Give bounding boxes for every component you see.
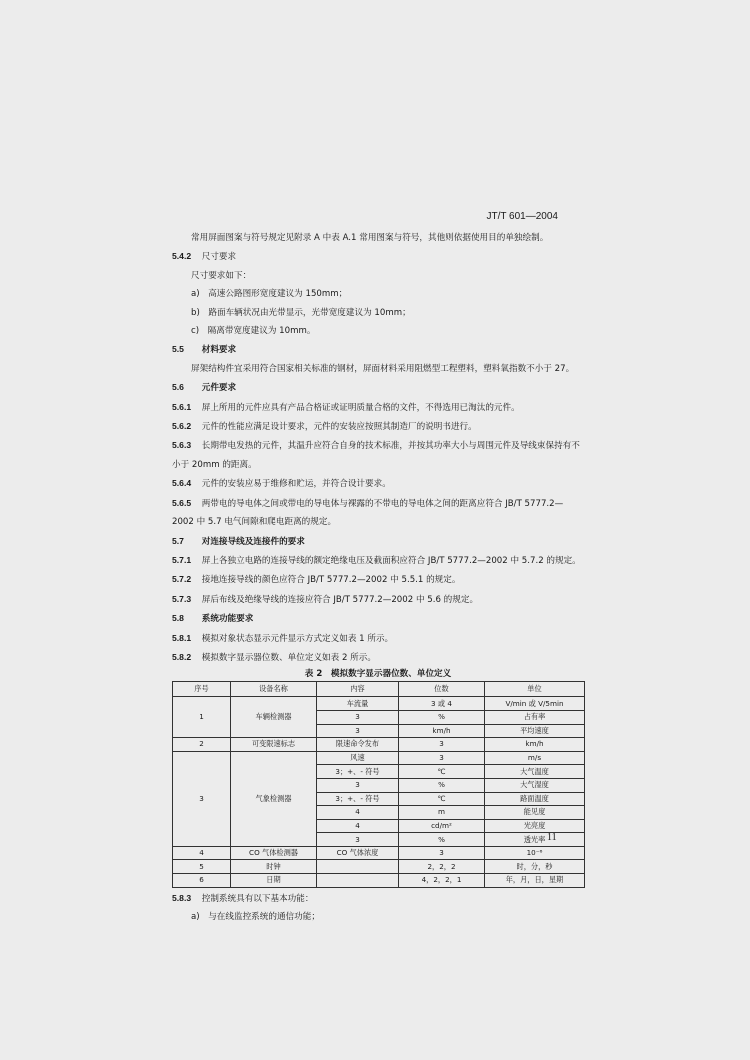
table-row	[173, 738, 585, 752]
unit-definition-table	[172, 681, 585, 887]
table-cell: 5	[173, 860, 231, 874]
table-cell: 3；+、- 符号	[317, 792, 399, 806]
table-cell: 气象检测器	[231, 751, 317, 846]
table-cell: CO 气体浓度	[317, 846, 399, 860]
table-cell: 10⁻⁶	[485, 846, 585, 860]
table-cell: 3	[399, 738, 485, 752]
table-cell: 限速命令发布	[317, 738, 399, 752]
table-cell: 4	[173, 846, 231, 860]
table-cell: 4，2，2，1	[399, 874, 485, 888]
table-cell: km/h	[485, 738, 585, 752]
table-row	[173, 860, 585, 874]
table-header-row	[173, 682, 585, 697]
table-cell: 年，月，日，星期	[485, 874, 585, 888]
table-cell: 4	[317, 819, 399, 833]
table-cell: 3	[173, 751, 231, 846]
table-cell: m	[399, 806, 485, 820]
list-item: a) 高速公路图形宽度建议为 150mm；	[191, 289, 348, 300]
table-row	[173, 874, 585, 888]
table-cell: 6	[173, 874, 231, 888]
clause: 5.7.3 屏后布线及绝缘导线的连接应符合 JB/T 5777.2—2002 中 5.6 的规定。	[172, 593, 479, 605]
table-cell: 大气湿度	[485, 778, 585, 792]
clause: 5.8.2 模拟数字显示器位数、单位定义如表 2 所示。	[172, 651, 376, 663]
table-cell	[317, 874, 399, 888]
table-cell: 2，2，2	[399, 860, 485, 874]
header-cell: 内容	[317, 682, 399, 697]
section-heading: 5.8 系统功能要求	[172, 613, 254, 625]
section-heading: 5.5 材料要求	[172, 344, 237, 356]
clause: 5.7.2 接地连接导线的颜色应符合 JB/T 5777.2—2002 中 5.5.1 的规定。	[172, 574, 461, 586]
table-cell: 3	[317, 710, 399, 724]
table-cell: 2	[173, 738, 231, 752]
table-cell: %	[399, 778, 485, 792]
table-row	[173, 846, 585, 860]
header-cell: 位数	[399, 682, 485, 697]
header-cell: 序号	[173, 682, 231, 697]
table-title: 表 2 模拟数字显示器位数、单位定义	[304, 669, 452, 680]
clause: 5.6.2 元件的性能应满足设计要求，元件的安装应按照其制造厂的说明书进行。	[172, 421, 477, 433]
table-cell: V/min 或 V/5min	[485, 697, 585, 711]
table-cell: 时钟	[231, 860, 317, 874]
table-cell: 占有率	[485, 710, 585, 724]
table-cell: 3	[317, 833, 399, 847]
table-row	[173, 751, 585, 765]
header-cell: 设备名称	[231, 682, 317, 697]
table-cell: 路面温度	[485, 792, 585, 806]
table-cell: ℃	[399, 792, 485, 806]
table-cell: 透光率	[485, 833, 585, 847]
table-cell: %	[399, 710, 485, 724]
page-number: 11	[547, 832, 557, 843]
table-cell: 光亮度	[485, 819, 585, 833]
document-body	[172, 229, 584, 926]
list-item: b) 路面车辆状况由光带显示，光带宽度建议为 10mm；	[191, 307, 411, 318]
table-cell: 能见度	[485, 806, 585, 820]
clause: 5.6.3 长期带电发热的元件，其温升应符合自身的技术标准，并按其功率大小与周围元件及导线束保持有不小于 20mm 的距离。	[172, 440, 580, 470]
clause: 5.8.1 模拟对象状态显示元件显示方式定义如表 1 所示。	[172, 632, 394, 644]
table-cell: 1	[173, 697, 231, 738]
table-cell: %	[399, 833, 485, 847]
clause: 5.6.1 屏上所用的元件应具有产品合格证或证明质量合格的文件，不得选用已淘汰的元件。	[172, 401, 520, 413]
table-cell: CO 气体检测器	[231, 846, 317, 860]
clause: 5.6.4 元件的安装应易于维修和贮运，并符合设计要求。	[172, 478, 391, 490]
table-cell: ℃	[399, 765, 485, 779]
document-code: JT/T 601—2004	[486, 211, 558, 222]
clause: 5.8.3 控制系统具有以下基本功能：	[172, 892, 314, 904]
header-cell: 单位	[485, 682, 585, 697]
table-cell: 日期	[231, 874, 317, 888]
table-cell: 3	[399, 846, 485, 860]
paragraph: 常用屏面图案与符号规定见附录 A 中表 A.1 常用图案与符号，其他则依据使用目的单独绘制。	[191, 233, 549, 243]
table-cell: 3	[317, 778, 399, 792]
table-cell: 车辆检测器	[231, 697, 317, 738]
table-cell: cd/m²	[399, 819, 485, 833]
table-cell: 3	[317, 724, 399, 738]
table-cell: 风速	[317, 751, 399, 765]
table-cell: 4	[317, 806, 399, 820]
paragraph: 屏架结构件宜采用符合国家相关标准的钢材，屏面材料采用阻燃型工程塑料，塑料氧指数不小于 27。	[191, 363, 575, 374]
table-row	[173, 697, 585, 711]
section-heading: 5.6 元件要求	[172, 382, 237, 394]
table-cell: 可变限速标志	[231, 738, 317, 752]
section-heading: 5.4.2 尺寸要求	[172, 251, 237, 263]
table-cell: 平均速度	[485, 724, 585, 738]
table-cell: 3；+、- 符号	[317, 765, 399, 779]
clause: 5.6.5 两带电的导电体之间或带电的导电体与裸露的不带电的导电体之间的距离应符合 JB/T 5777.2—2002 中 5.7 电气间隙和爬电距离的规定。	[172, 497, 564, 528]
table-cell: 大气温度	[485, 765, 585, 779]
table-cell: 3	[399, 751, 485, 765]
clause: 5.7.1 屏上各独立电路的连接导线的额定绝缘电压及截面积应符合 JB/T 5777.2—2002 中 5.7.2 的规定。	[172, 554, 581, 566]
table-cell	[317, 860, 399, 874]
list-item: c) 隔离带宽度建议为 10mm。	[191, 326, 316, 337]
table-cell: 时，分，秒	[485, 860, 585, 874]
table-cell: m/s	[485, 751, 585, 765]
table-cell: km/h	[399, 724, 485, 738]
section-heading: 5.7 对连接导线及连接件的要求	[172, 535, 305, 547]
table-cell: 3 或 4	[399, 697, 485, 711]
table-cell: 车流量	[317, 697, 399, 711]
list-item: a) 与在线监控系统的通信功能；	[191, 912, 320, 923]
paragraph: 尺寸要求如下：	[191, 270, 252, 281]
